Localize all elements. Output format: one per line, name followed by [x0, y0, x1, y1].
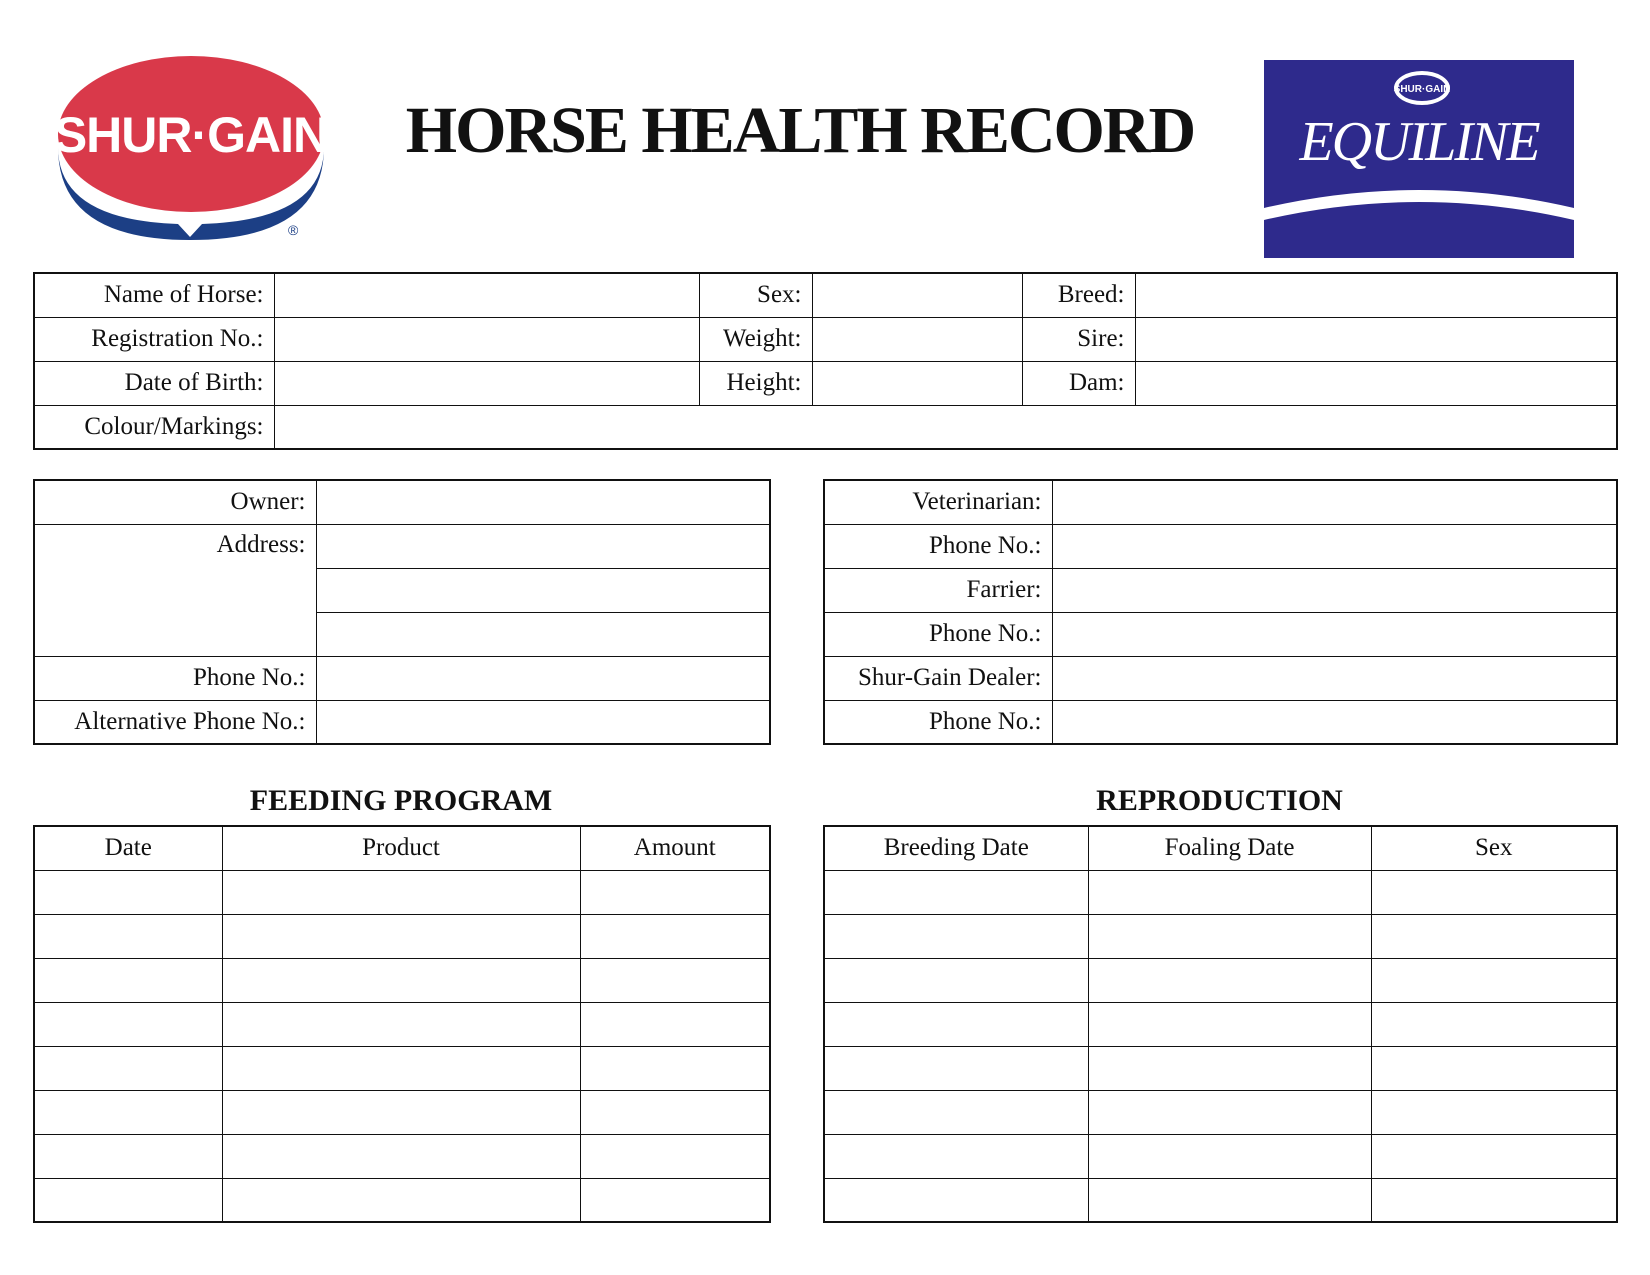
reproduction-cell[interactable]: [824, 1002, 1088, 1046]
height-label: Height:: [699, 361, 812, 405]
reproduction-cell[interactable]: [1088, 1046, 1371, 1090]
feeding-cell[interactable]: [580, 1046, 770, 1090]
reproduction-cell[interactable]: [824, 870, 1088, 914]
equiline-small-text: SHUR·GAIN: [1393, 84, 1451, 95]
address-label: Address:: [34, 524, 316, 656]
feeding-row: [34, 958, 770, 1002]
veterinarian-label: Veterinarian:: [824, 480, 1052, 524]
shur-gain-logo-text: SHUR·GAIN: [53, 107, 329, 163]
reproduction-cell[interactable]: [824, 1134, 1088, 1178]
registration-label: Registration No.:: [34, 317, 274, 361]
reproduction-table: [823, 825, 1618, 1223]
address-line-3-field[interactable]: [316, 612, 770, 656]
feeding-cell[interactable]: [34, 914, 222, 958]
weight-label: Weight:: [699, 317, 812, 361]
feeding-row: [34, 870, 770, 914]
page-title: HORSE HEALTH RECORD: [405, 94, 1195, 167]
feeding-cell[interactable]: [34, 1046, 222, 1090]
farrier-field[interactable]: [1052, 568, 1617, 612]
reproduction-cell[interactable]: [1371, 958, 1617, 1002]
reproduction-cell[interactable]: [1088, 914, 1371, 958]
reproduction-cell[interactable]: [1088, 1134, 1371, 1178]
date-of-birth-label: Date of Birth:: [34, 361, 274, 405]
feeding-cell[interactable]: [580, 914, 770, 958]
reproduction-row: [824, 1134, 1617, 1178]
reproduction-cell[interactable]: [824, 914, 1088, 958]
dealer-label: Shur-Gain Dealer:: [824, 656, 1052, 700]
name-of-horse-field[interactable]: [274, 273, 699, 317]
feeding-cell[interactable]: [222, 958, 580, 1002]
breed-field[interactable]: [1135, 273, 1617, 317]
owner-label: Owner:: [34, 480, 316, 524]
height-field[interactable]: [812, 361, 1022, 405]
address-line-1-field[interactable]: [316, 524, 770, 568]
feeding-cell[interactable]: [34, 1178, 222, 1222]
reproduction-row: [824, 1002, 1617, 1046]
feeding-cell[interactable]: [34, 1002, 222, 1046]
date-of-birth-field[interactable]: [274, 361, 699, 405]
reproduction-row: [824, 958, 1617, 1002]
feeding-cell[interactable]: [222, 914, 580, 958]
veterinarian-field[interactable]: [1052, 480, 1617, 524]
sex-field[interactable]: [812, 273, 1022, 317]
feeding-cell[interactable]: [580, 1002, 770, 1046]
feeding-cell[interactable]: [34, 1134, 222, 1178]
feeding-amount-header: Amount: [580, 826, 770, 870]
owner-phone-field[interactable]: [316, 656, 770, 700]
reproduction-cell[interactable]: [1371, 914, 1617, 958]
feeding-product-header: Product: [222, 826, 580, 870]
feeding-cell[interactable]: [580, 1178, 770, 1222]
feeding-cell[interactable]: [222, 1002, 580, 1046]
alt-phone-label: Alternative Phone No.:: [34, 700, 316, 744]
reproduction-cell[interactable]: [1371, 870, 1617, 914]
reproduction-cell[interactable]: [1088, 1178, 1371, 1222]
sex-label: Sex:: [699, 273, 812, 317]
feeding-cell[interactable]: [34, 870, 222, 914]
equiline-logo-text: EQUILINE: [1299, 111, 1539, 173]
farrier-phone-label: Phone No.:: [824, 612, 1052, 656]
reproduction-cell[interactable]: [824, 1046, 1088, 1090]
feeding-row: [34, 1178, 770, 1222]
colour-markings-field[interactable]: [274, 405, 1617, 449]
feeding-cell[interactable]: [222, 1090, 580, 1134]
reproduction-row: [824, 1046, 1617, 1090]
address-line-2-field[interactable]: [316, 568, 770, 612]
vet-phone-label: Phone No.:: [824, 524, 1052, 568]
vet-phone-field[interactable]: [1052, 524, 1617, 568]
vet-info-table: [823, 479, 1618, 745]
reproduction-cell[interactable]: [1371, 1046, 1617, 1090]
feeding-row: [34, 1090, 770, 1134]
feeding-cell[interactable]: [222, 870, 580, 914]
feeding-row: [34, 1002, 770, 1046]
reproduction-cell[interactable]: [824, 1090, 1088, 1134]
alt-phone-field[interactable]: [316, 700, 770, 744]
breeding-date-header: Breeding Date: [824, 826, 1088, 870]
reproduction-row: [824, 870, 1617, 914]
name-of-horse-label: Name of Horse:: [34, 273, 274, 317]
sire-field[interactable]: [1135, 317, 1617, 361]
feeding-program-title: FEEDING PROGRAM: [249, 784, 553, 817]
equiline-logo: [1264, 60, 1574, 258]
svg-text:®: ®: [288, 222, 299, 238]
repro-sex-header: Sex: [1371, 826, 1617, 870]
reproduction-row: [824, 1178, 1617, 1222]
farrier-phone-field[interactable]: [1052, 612, 1617, 656]
owner-field[interactable]: [316, 480, 770, 524]
reproduction-cell[interactable]: [824, 1178, 1088, 1222]
reproduction-cell[interactable]: [1088, 1002, 1371, 1046]
feeding-cell[interactable]: [222, 1046, 580, 1090]
dealer-field[interactable]: [1052, 656, 1617, 700]
weight-field[interactable]: [812, 317, 1022, 361]
horse-info-table: [33, 272, 1618, 450]
feeding-row: [34, 1134, 770, 1178]
feeding-cell[interactable]: [580, 870, 770, 914]
breed-label: Breed:: [1022, 273, 1135, 317]
reproduction-cell[interactable]: [1371, 1134, 1617, 1178]
feeding-date-header: Date: [34, 826, 222, 870]
shur-gain-logo: [52, 52, 332, 247]
reproduction-title: REPRODUCTION: [1096, 784, 1343, 817]
reproduction-cell[interactable]: [1371, 1178, 1617, 1222]
dealer-phone-label: Phone No.:: [824, 700, 1052, 744]
dealer-phone-field[interactable]: [1052, 700, 1617, 744]
reproduction-row: [824, 1090, 1617, 1134]
reproduction-cell[interactable]: [1088, 958, 1371, 1002]
feeding-cell[interactable]: [34, 1090, 222, 1134]
feeding-cell[interactable]: [580, 1090, 770, 1134]
farrier-label: Farrier:: [824, 568, 1052, 612]
reproduction-cell[interactable]: [1371, 1090, 1617, 1134]
colour-markings-label: Colour/Markings:: [34, 405, 274, 449]
feeding-cell[interactable]: [222, 1178, 580, 1222]
feeding-cell[interactable]: [222, 1134, 580, 1178]
feeding-row: [34, 1046, 770, 1090]
registration-field[interactable]: [274, 317, 699, 361]
reproduction-row: [824, 914, 1617, 958]
owner-info-table: [33, 479, 771, 745]
feeding-row: [34, 914, 770, 958]
feeding-cell[interactable]: [580, 1134, 770, 1178]
reproduction-cell[interactable]: [1088, 870, 1371, 914]
feeding-cell[interactable]: [580, 958, 770, 1002]
feeding-cell[interactable]: [34, 958, 222, 1002]
reproduction-cell[interactable]: [1088, 1090, 1371, 1134]
reproduction-cell[interactable]: [1371, 1002, 1617, 1046]
feeding-program-table: [33, 825, 771, 1223]
sire-label: Sire:: [1022, 317, 1135, 361]
dam-label: Dam:: [1022, 361, 1135, 405]
dam-field[interactable]: [1135, 361, 1617, 405]
foaling-date-header: Foaling Date: [1088, 826, 1371, 870]
owner-phone-label: Phone No.:: [34, 656, 316, 700]
reproduction-cell[interactable]: [824, 958, 1088, 1002]
